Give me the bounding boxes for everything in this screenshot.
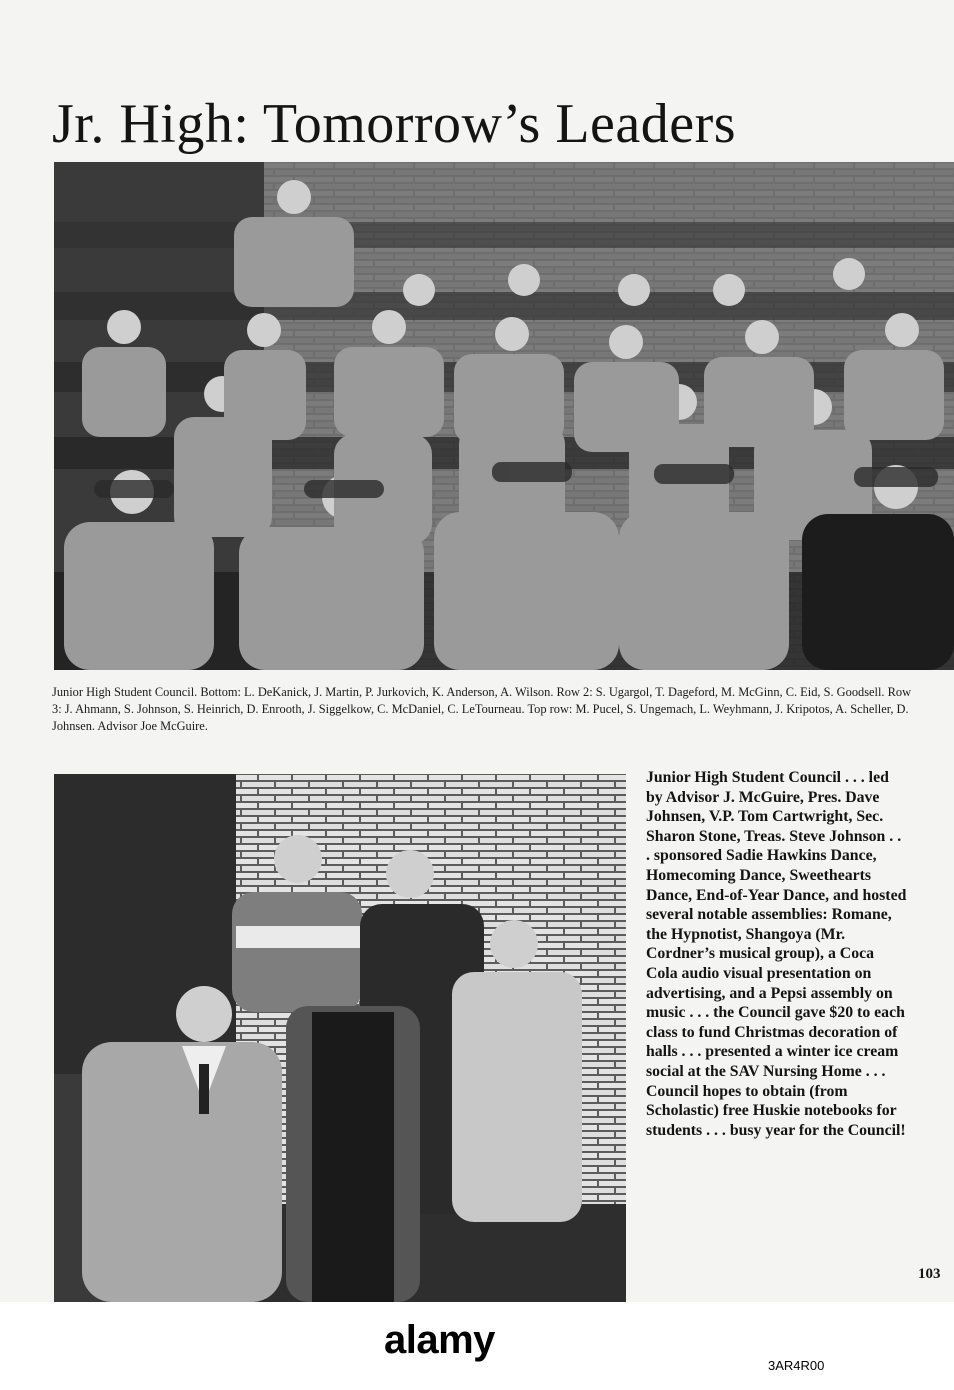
group-photo-auditorium-icon — [54, 162, 954, 670]
council-officers-photo — [54, 774, 626, 1302]
page-number: 103 — [918, 1266, 941, 1282]
student-council-group-photo — [54, 162, 954, 670]
page-title: Jr. High: Tomorrow’s Leaders — [52, 93, 737, 155]
image-id-label: 3AR4R00 — [768, 1358, 825, 1373]
group-photo-caption: Junior High Student Council. Bottom: L. DeKanick, J. Martin, P. Jurkovich, K. Anderson, A. Wilson. Row 2: S. Ugargol, T. Dageford, M. McGinn, C. Eid, S. Goodsell. Row 3: J. Ahmann, S. Johnson, S. Heinrich, D. Enrooth, J. Siggelkow, C. McDaniel, C. LeTourneau. Top row: M. Pucel, S. Ungemach, L. Weyhmann, J. Kripotos, A. Scheller, D. Johnsen. Advisor Joe McGuire. — [52, 685, 912, 733]
council-story-text: Junior High Student Council . . . led by Advisor J. McGuire, Pres. Dave Johnsen, V.P. Tom Cartwright, Sec. Sharon Stone, Treas. Steve Johnson . . . sponsored Sadie Hawkins Dance, Homecoming Dance, Sweethearts Dance, End-of-Year Dance, and hosted several notable assemblies: Romane, the Hypnotist, Shangoya (Mr. Cordner’s musical group), a Coca Cola audio visual presentation on advertising, and a Pepsi assembly on music . . . the Council gave $20 to each class to fund Christmas decoration of halls . . . presented a winter ice cream social at the SAV Nursing Home . . . Council hopes to obtain (from Scholastic) free Huskie notebooks for students . . . busy year for the Council! — [646, 769, 907, 1139]
alamy-logo: alamy — [384, 1318, 495, 1362]
officers-photo-brick-wall-icon — [54, 774, 626, 1302]
